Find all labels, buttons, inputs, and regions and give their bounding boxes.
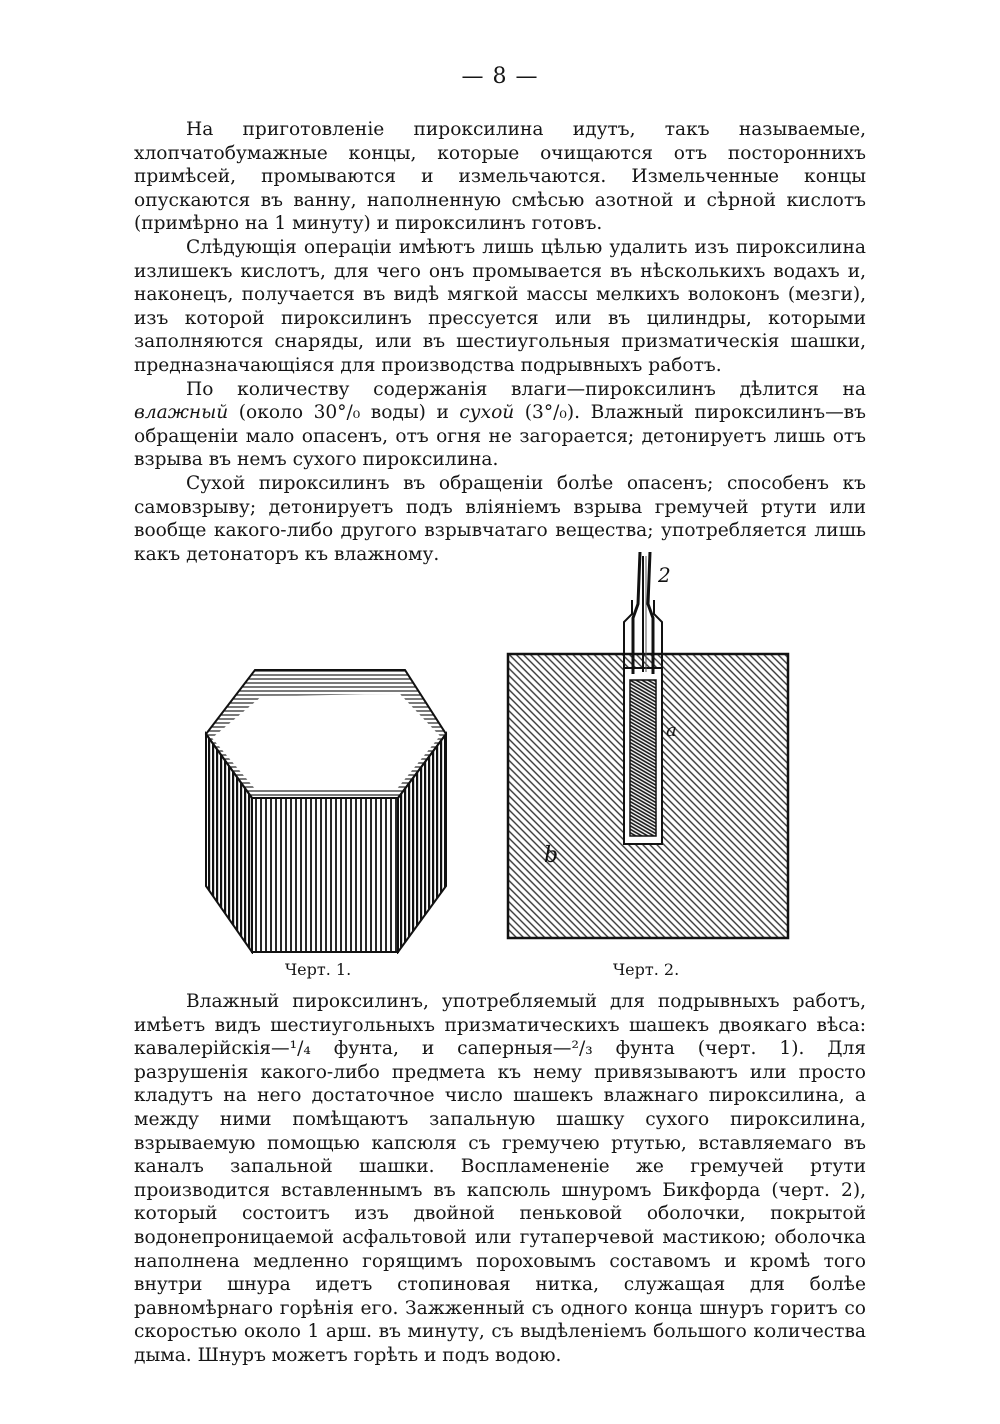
paragraph-dry: Сухой пироксилинъ въ обращеніи болѣе опасенъ; способенъ къ самовзрыву; детонируетъ подъ вліяніемъ взрыва гремучей ртути или вообще какого-либо другого взрывчатаго вещества; употребляется лишь какъ детонаторъ къ влажному. [134, 472, 866, 565]
text-block-bottom [134, 990, 866, 1368]
moisture-rest: Влажный пироксилинъ—въ обращеніи мало опасенъ, отъ огня не загорается; детонируетъ лишь отъ взрыва въ немъ сухого пироксилина. [134, 402, 866, 471]
figure-2-fuse-assembly [500, 552, 800, 942]
detonator-capsule [630, 680, 656, 836]
wet-paren: (около 30°/₀ воды) и [238, 402, 449, 424]
label-block: b [544, 843, 559, 868]
label-fuse: 2 [658, 563, 671, 587]
paragraph-operations: Слѣдующія операціи имѣютъ лишь цѣлью удалить изъ пироксилина излишекъ кислотъ, для чего онъ промывается въ нѣсколькихъ водахъ и, наконецъ, получается въ видѣ мягкой массы мелкихъ волоконъ (мезги), изъ которой пироксилинъ прессуется или въ цилиндры, которыми заполняются снаряды, или въ шестиугольныя призматическія шашки, предназначающіяся для производства подрывныхъ работъ. [134, 236, 866, 376]
dry-paren: (3°/₀). [524, 402, 581, 424]
figure-1-caption: Черт. 1. [284, 960, 352, 979]
page-number: — 8 — [461, 64, 539, 89]
label-charge: a [666, 720, 677, 741]
paragraph-usage: Влажный пироксилинъ, употребляемый для подрывныхъ работъ, имѣетъ видъ шестиугольныхъ призматическихъ шашекъ двоякаго вѣса: кавалерійскія—¹/₄ фунта, и саперныя—²/₃ фунта (черт. 1). Для разрушенія какого-либо предмета къ нему привязываютъ или просто кладутъ на него достаточное число шашекъ влажнаго пироксилина, а между ними помѣщаютъ запальную шашку сухого пироксилина, взрываемую помощью капсюля съ гремучею ртутью, вставляемаго въ каналъ запальной шашки. Воспламененіе же гремучей ртути производится вставленнымъ въ капсюль шнуромъ Бикфорда (черт. 2), который состоитъ изъ двойной пеньковой оболочки, покрытой водонепроницаемой асфальтовой или гутаперчевой мастикою; оболочка наполнена медленно горящимъ пороховымъ составомъ и кромѣ того внутри шнура идетъ стопиновая нитка, служащая для болѣе равномѣрнаго горѣнія его. Зажженный съ одного конца шнуръ горитъ со скоростью около 1 арш. въ минуту, съ выдѣленіемъ большого количества дыма. Шнуръ можетъ горѣть и подъ водою. [134, 991, 866, 1366]
paragraph-moisture [134, 378, 866, 472]
dry-term: сухой [459, 402, 515, 424]
figure-1-hexagonal-block [200, 662, 450, 954]
figure-2-caption: Черт. 2. [612, 960, 680, 979]
text-block-top [134, 118, 866, 566]
hex-front-side [252, 798, 398, 952]
moisture-intro: По количеству содержанія влаги—пироксилинъ дѣлится на [186, 378, 866, 400]
paragraph-preparation: На приготовленіе пироксилина идутъ, такъ называемые, хлопчатобумажные концы, которые очищаются отъ постороннихъ примѣсей, промываются и измельчаются. Измельченные концы опускаются въ ванну, наполненную смѣсью азотной и сѣрной кислотъ (примѣрно на 1 минуту) и пироксилинъ готовъ. [134, 119, 866, 235]
wet-term: влажный [134, 402, 229, 424]
